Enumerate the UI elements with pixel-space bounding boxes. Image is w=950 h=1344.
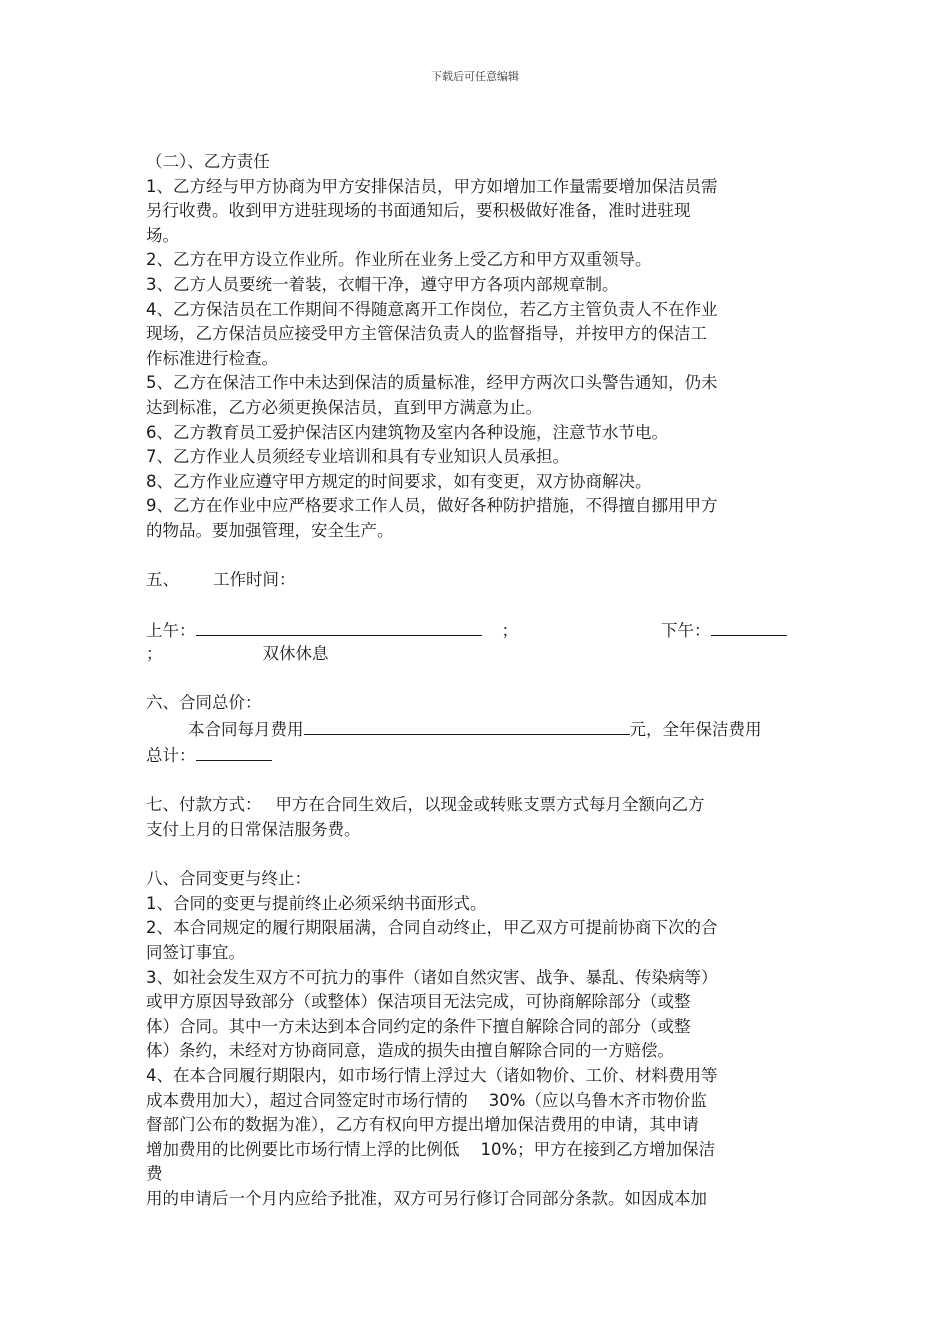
rest-note: 双休休息 <box>262 643 329 663</box>
total-label: 总计： <box>146 746 196 766</box>
clause-line: 增加费用的比例要比市场行情上浮的比例低 10%；甲方在接到乙方增加保洁 <box>146 1139 716 1159</box>
pm-label: 下午： <box>661 621 711 641</box>
pm-blank <box>711 617 787 636</box>
clause-line: 费 <box>146 1164 163 1184</box>
clause-line: 8、乙方作业应遵守甲方规定的时间要求，如有变更，双方协商解决。 <box>146 471 652 491</box>
clause-line: 达到标准，乙方必须更换保洁员，直到甲方满意为止。 <box>146 397 542 417</box>
document-body <box>146 150 814 1212</box>
clause-line: 4、在本合同履行期限内，如市场行情上浮过大（诸如物价、工价、材料费用等 <box>146 1065 718 1085</box>
separator: ； <box>501 621 518 641</box>
clause-line: 5、乙方在保洁工作中未达到保洁的质量标准，经甲方两次口头警告通知，仍未 <box>146 373 718 393</box>
clause-line: 场。 <box>146 225 179 245</box>
clause-line: 1、合同的变更与提前终止必须采纳书面形式。 <box>146 893 487 913</box>
clause-line: 同签订事宜。 <box>146 943 245 962</box>
clause-line: 用的申请后一个月内应给予批准，双方可另行修订合同部分条款。如因成本加 <box>146 1188 707 1208</box>
separator: ； <box>146 643 163 663</box>
monthly-fee-blank <box>304 716 630 735</box>
hours-line <box>146 617 814 642</box>
clause-line: 体）合同。其中一方未达到本合同约定的条件下擅自解除合同的部分（或整 <box>146 1016 691 1036</box>
clause-line: 7、乙方作业人员须经专业培训和具有专业知识人员承担。 <box>146 447 569 467</box>
clause-line: 另行收费。收到甲方进驻现场的书面通知后，要积极做好准备，准时进驻现 <box>146 201 691 221</box>
am-label: 上午： <box>146 621 196 641</box>
section-title: （二）、乙方责任 <box>146 152 270 171</box>
section-party-b-duties <box>146 150 814 544</box>
clause-line: 的物品。要加强管理，安全生产。 <box>146 520 394 540</box>
clause-line: 3、如社会发生双方不可抗力的事件（诸如自然灾害、战争、暴乱、传染病等） <box>146 967 718 987</box>
total-blank <box>196 742 272 761</box>
clause-line: 2、本合同规定的履行期限届满，合同自动终止，甲乙双方可提前协商下次的合 <box>146 918 718 938</box>
section-title: 八、合同变更与终止： <box>146 869 311 889</box>
clause-line: 作标准进行检查。 <box>146 348 278 368</box>
payment-text: 甲方在合同生效后，以现金或转账支票方式每月全额向乙方 <box>275 795 705 815</box>
section-work-hours <box>146 568 814 666</box>
section-label: 工作时间： <box>213 570 296 590</box>
clause-line: 3、乙方人员要统一着装，衣帽干净，遵守甲方各项内部规章制。 <box>146 274 619 294</box>
section-contract-price <box>146 691 814 769</box>
section-title <box>146 568 814 593</box>
price-line <box>146 716 814 743</box>
clause-line: 2、乙方在甲方设立作业所。作业所在业务上受乙方和甲方双重领导。 <box>146 250 652 270</box>
payment-line-2: 支付上月的日常保洁服务费。 <box>146 820 361 840</box>
am-blank <box>196 617 482 636</box>
clause-line: 6、乙方教育员工爱护保洁区内建筑物及室内各种设施，注意节水节电。 <box>146 422 668 442</box>
section-change-termination <box>146 867 814 1211</box>
price-total-line <box>146 742 814 769</box>
clause-line: 督部门公布的数据为准），乙方有权向甲方提出增加保洁费用的申请，其申请 <box>146 1115 699 1135</box>
monthly-fee-label: 本合同每月费用 <box>188 719 304 739</box>
clause-line: 1、乙方经与甲方协商为甲方安排保洁员，甲方如增加工作量需要增加保洁员需 <box>146 176 718 196</box>
clause-line: 4、乙方保洁员在工作期间不得随意离开工作岗位，若乙方主管负责人不在作业 <box>146 299 718 319</box>
section-title: 七、付款方式： <box>146 795 262 815</box>
clause-line: 成本费用加大），超过合同签定时市场行情的 30%（应以乌鲁木齐市物价监 <box>146 1090 707 1110</box>
section-payment <box>146 793 814 842</box>
clause-line: 或甲方原因导致部分（或整体）保洁项目无法完成，可协商解除部分（或整 <box>146 992 691 1012</box>
annual-fee-label: 元，全年保洁费用 <box>629 719 762 739</box>
clause-line: 现场，乙方保洁员应接受甲方主管保洁负责人的监督指导，并按甲方的保洁工 <box>146 324 707 344</box>
section-title: 六、合同总价： <box>146 693 262 713</box>
section-number: 五、 <box>146 570 179 590</box>
hours-line-2 <box>146 642 814 667</box>
clause-line: 9、乙方在作业中应严格要求工作人员，做好各种防护措施，不得擅自挪用甲方 <box>146 496 718 516</box>
page-header: 下载后可任意编辑 <box>431 70 519 83</box>
payment-line <box>146 793 814 818</box>
clause-line: 体）条约，未经对方协商同意，造成的损失由擅自解除合同的一方赔偿。 <box>146 1041 674 1061</box>
pm-group <box>661 617 787 644</box>
